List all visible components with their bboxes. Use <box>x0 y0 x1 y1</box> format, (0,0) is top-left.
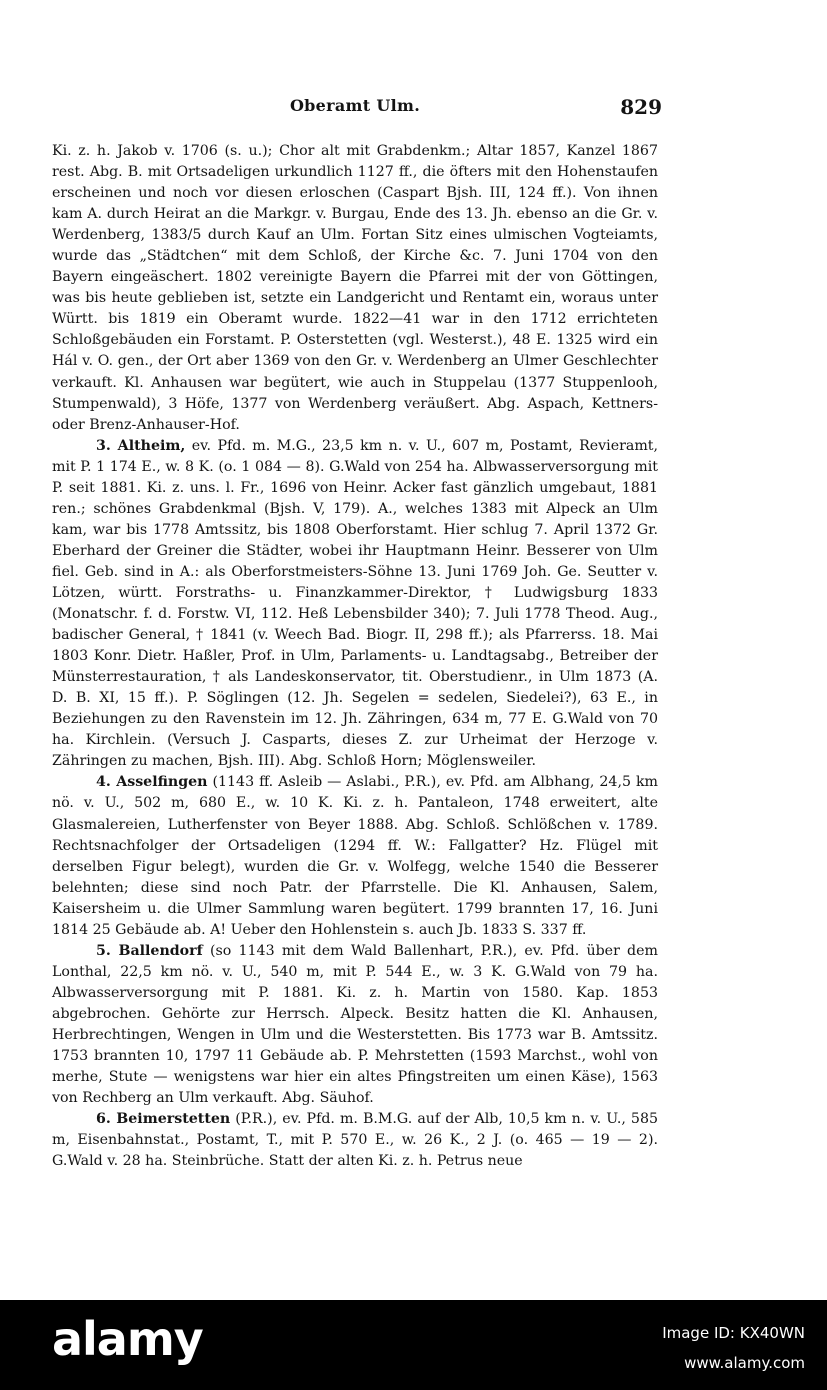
watermark-bar <box>0 1300 827 1390</box>
entry-lead: 3. Altheim, <box>96 437 186 454</box>
entry-text: ev. Pfd. m. M.G., 23,5 km n. v. U., 607 m, Postamt, Revieramt, mit P. 1 174 E., w. 8 K. (o. 1 084 — 8). G.Wald von 254 ha. Albwasserversorgung mit P. seit 1881. Ki. z. uns. l. Fr., 1696 von Heinr. Acker fast gänzlich umgebaut, 1881 ren.; schönes Grabdenkmal (Bjsh. V, 179). A., welches 1383 mit Alpeck an Ulm kam, war bis 1778 Amtssitz, bis 1808 Oberforstamt. Hier schlug 7. April 1372 Gr. Eberhard der Greiner die Städter, wobei ihr Hauptmann Heinr. Besserer von Ulm fiel. Geb. sind in A.: als Oberforstmeisters-Söhne 13. Juni 1769 Joh. Ge. Seutter v. Lötzen, württ. Forstraths- u. Finanzkammer-Direktor, † Ludwigsburg 1833 (Monatschr. f. d. Forstw. VI, 112. Heß Lebensbilder 340); 7. Juli 1778 Theod. Aug., badischer General, † 1841 (v. Weech Bad. Biogr. II, 298 ff.); als Pfarrerss. 18. Mai 1803 Konr. Dietr. Haßler, Prof. in Ulm, Parlaments- u. Landtagsabg., Betreiber der Münsterrestauration, † als Landeskonservator, tit. Oberstudienr., in Ulm 1873 (A. D. B. XI, 15 ff.). P. Söglingen (12. Jh. Segelen = sedelen, Siedelei?), 63 E., in Beziehungen zu den Ravenstein im 12. Jh. Zähringen, 634 m, 77 E. G.Wald von 70 ha. Kirchlein. (Versuch J. Casparts, dieses Z. zur Urheimat der Herzoge v. Zähringen zu machen, Bjsh. III). Abg. Schloß Horn; Möglensweiler. <box>52 437 658 770</box>
watermark-image-id: Image ID: KX40WN <box>662 1324 805 1342</box>
watermark-url: www.alamy.com <box>684 1354 805 1372</box>
entry-asselfingen <box>52 772 658 940</box>
entry-text: (so 1143 mit dem Wald Ballenhart, P.R.), ev. Pfd. über dem Lonthal, 22,5 km nö. v. U., 540 m, mit P. 544 E., w. 3 K. G.Wald von 79 ha. Albwasserversorgung mit P. 1881. Ki. z. h. Martin von 1580. Kap. 1853 abgebrochen. Gehörte zur Herrsch. Alpeck. Besitz hatten die Kl. Anhausen, Herbrechtingen, Wengen in Ulm und die Westerstetten. Bis 1773 war B. Amtssitz. 1753 brannten 10, 1797 11 Gebäude ab. P. Mehrstetten (1593 Marchst., wohl von merhe, Stute — wenigstens war hier ein altes Pfingstreiten um einen Käse), 1563 von Rechberg an Ulm verkauft. Abg. Säuhof. <box>52 942 658 1107</box>
body-text <box>52 141 658 1172</box>
paragraph-continuation: Ki. z. h. Jakob v. 1706 (s. u.); Chor alt mit Grabdenkm.; Altar 1857, Kanzel 1867 rest. Abg. B. mit Ortsadeligen urkundlich 1127 ff., die öfters mit den Hohenstaufen erscheinen und noch vor diesen erloschen (Caspart Bjsh. III, 124 ff.). Von ihnen kam A. durch Heirat an die Markgr. v. Burgau, Ende des 13. Jh. ebenso an die Gr. v. Werdenberg, 1383/5 durch Kauf an Ulm. Fortan Sitz eines ulmischen Vogteiamts, wurde das „Städtchen“ mit dem Schloß, der Kirche &c. 7. Juni 1704 von den Bayern eingeäschert. 1802 vereinigte Bayern die Pfarrei mit der von Göttingen, was bis heute geblieben ist, setzte ein Landgericht und Rentamt ein, woraus unter Württ. bis 1819 ein Oberamt wurde. 1822—41 war in den 1712 errichteten Schloßgebäuden ein Forstamt. P. Osterstetten (vgl. Westerst.), 48 E. 1325 wird ein Hál v. O. gen., der Ort aber 1369 von den Gr. v. Werdenberg an Ulmer Geschlechter verkauft. Kl. Anhausen war begütert, wie auch in Stuppelau (1377 Stuppenlooh, Stumpenwald), 3 Höfe, 1377 von Werdenberg veräußert. Abg. Aspach, Kettners- oder Brenz-Anhauser-Hof. <box>52 143 658 433</box>
entry-lead: 4. Asselfingen <box>96 774 208 791</box>
entry-lead: 5. Ballendorf <box>96 942 203 959</box>
entry-text: (1143 ff. Asleib — Aslabi., P.R.), ev. Pfd. am Albhang, 24,5 km nö. v. U., 502 m, 680 E., w. 10 K. Ki. z. h. Pantaleon, 1748 erweitert, alte Glasmalereien, Lutherfenster von Beyer 1888. Abg. Schloß. Schlößchen v. 1789. Rechtsnachfolger der Ortsadeligen (1294 ff. W.: Fallgatter? Hz. Flügel mit derselben Figur belegt), wurden die Gr. v. Wolfegg, welche 1540 die Besserer belehnten; diese sind noch Patr. der Pfarrstelle. Die Kl. Anhausen, Salem, Kaisersheim u. die Ulmer Sammlung waren begütert. 1799 brannten 17, 16. Juni 1814 25 Gebäude ab. A! Ueber den Hohlenstein s. auch Jb. 1833 S. 337 ff. <box>52 774 658 938</box>
running-head: Oberamt Ulm. <box>289 96 421 115</box>
entry-text: (P.R.), ev. Pfd. m. B.M.G. auf der Alb, 10,5 km n. v. U., 585 m, Eisenbahnstat., Postamt, T., mit P. 570 E., w. 26 K., 2 J. (o. 465 — 19 — 2). G.Wald v. 28 ha. Steinbrüche. Statt der alten Ki. z. h. Petrus neue <box>52 1111 658 1170</box>
entry-ballendorf <box>52 941 658 1109</box>
entry-lead: 6. Beimerstetten <box>96 1111 231 1128</box>
watermark-logo: alamy <box>52 1312 203 1366</box>
page-number: 829 <box>620 95 662 119</box>
entry-altheim <box>52 436 658 773</box>
entry-beimerstetten <box>52 1109 658 1172</box>
page-header <box>52 95 662 126</box>
